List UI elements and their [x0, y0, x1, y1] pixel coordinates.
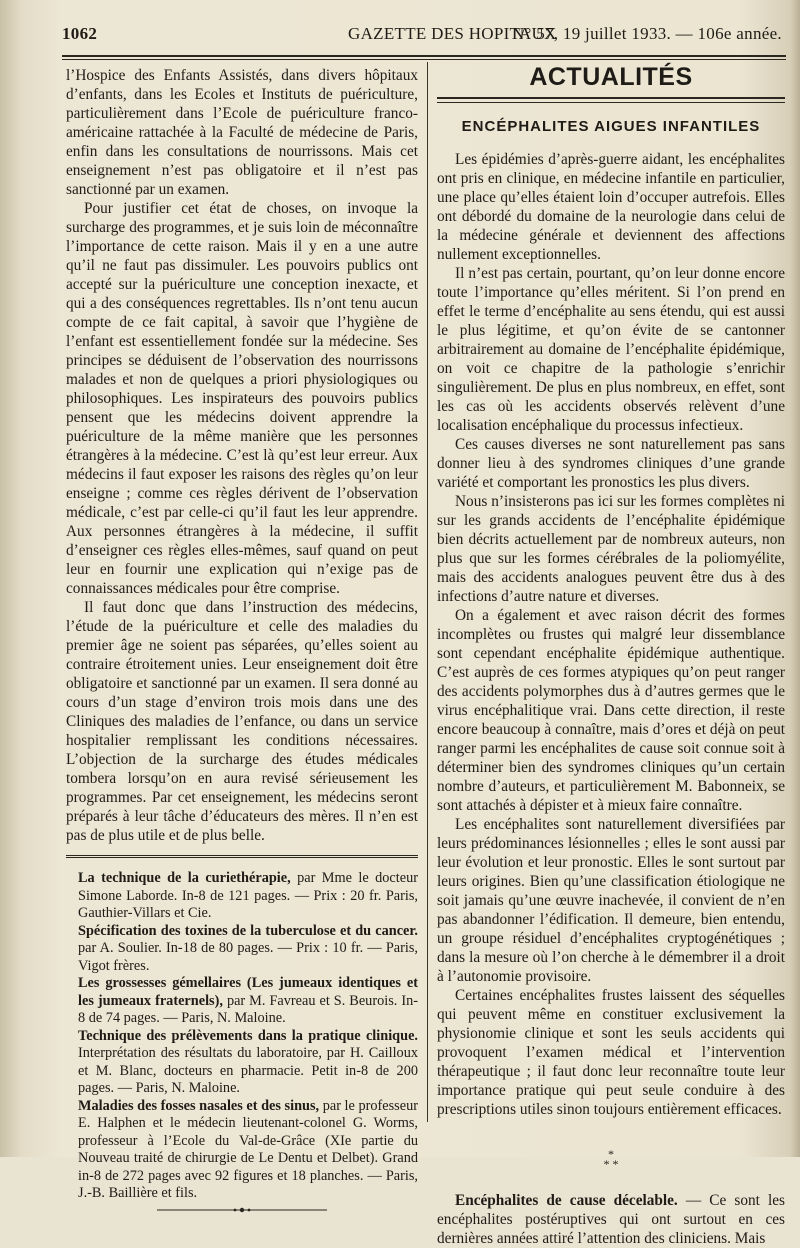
book-details: par Mme le docteur Simone Laborde. In-8 de 121 pages. — Prix : 20 fr. Paris, Gauthier-Villars et Cie. [78, 870, 418, 921]
subsection-paragraph [437, 1191, 785, 1248]
book-title: La technique de la curiethérapie, [78, 870, 291, 886]
header-rule [62, 55, 786, 57]
right-column [437, 62, 785, 1248]
book-title: Spécification des toxines de la tuberculose et du cancer. [78, 922, 418, 939]
book-title: Technique des prélèvements dans la pratique clinique. [78, 1027, 418, 1044]
book-details: Interprétation des résultats du laboratoire, par H. Cailloux et M. Blanc, docteurs en pharmacie. Petit in-8 de 200 pages. — Paris, N. Maloine. [78, 1045, 418, 1096]
asterism [437, 1149, 785, 1169]
end-ornament [66, 1201, 418, 1220]
rubric-heading: ACTUALITÉS [529, 63, 693, 91]
article-title: ENCÉPHALITES AIGUES INFANTILES [461, 118, 761, 135]
paragraph: On a également et avec raison décrit des formes incomplètes ou frustes qui malgré leur dissemblance sont cependant encéphalite épidémique authentique. C’est auprès de ces formes atypiques qu’on peut ranger des accidents polymorphes dus à d’autres germes que le virus encéphalitique vrai. Dans cette direction, il reste encore beaucoup à connaître, mais d’ores et déjà on peut ranger parmi les encéphalites de cause soit connue soit à déterminer bien des syndromes cliniques qu’un certain nombre d’auteurs, et particulièrement M. Babonneix, se sont attachés à dépister et à mieux faire connaître. [437, 607, 785, 814]
subsection-heading: Encéphalites de cause décelable. [455, 1192, 678, 1209]
header-rule-thin [62, 59, 786, 60]
journal-title: GAZETTE DES HOPITAUX [348, 24, 557, 43]
book-entry [66, 975, 418, 1028]
book-details: par le professeur E. Halphen et le médecin lieutenant-colonel G. Worms, professeur à l’Ecole du Val-de-Grâce (XIe partie du Nouveau traité de chirurgie de Le Dentu et Delbet). Grand in-8 de 272 pages avec 92 figures et 18 planches. — Paris, J.-B. Baillière et fils. [78, 1097, 419, 1201]
paragraph: Les épidémies d’après-guerre aidant, les encéphalites ont pris en clinique, en médecine infantile en particulier, une place qu’elles étaient loin d’occuper autrefois. Elles ont débordé du domaine de la neurologie dans celui de la médecine générale et deviennent des affections nullement exceptionnelles. [437, 151, 785, 263]
rubric-rule [437, 97, 785, 99]
column-divider [427, 62, 428, 1122]
book-entry [66, 1098, 418, 1203]
page-header [62, 24, 782, 48]
asterism-bottom: * * [603, 1157, 619, 1171]
paragraph: Nous n’insisterons pas ici sur les formes complètes ni sur les grands accidents de l’encéphalite épidémique bien décrits actuellement par de nombreux auteurs, non plus que sur les formes cérébrales de la poliomyélite, mais des accidents analogues peuvent être dus à des infections d’autre nature et diverses. [437, 493, 785, 605]
subsection-text: — Ce sont les encéphalites postéruptives qui ont surtout en ces dernières années attiré l’attention des cliniciens. Mais [437, 1192, 785, 1247]
paragraph: Ces causes diverses ne sont naturellement pas sans donner lieu à des syndromes cliniques d’une grande variété et comportant les pronostics les plus divers. [437, 436, 785, 491]
left-column [66, 66, 418, 1220]
paragraph: Il faut donc que dans l’instruction des médecins, l’étude de la puériculture et celle des maladies du premier âge ne soient pas séparées, qu’elles soient au contraire étroitement unies. Leur enseignement doit être obligatoire et sanctionné par un examen. Il sera donné au cours d’un stage d’environ trois mois dans une des Cliniques des maladies de l’enfance, ou dans un service hospitalier remplissant les conditions nécessaires. L’objection de la surcharge des études médicales tombera lorsqu’on en aura revisé sérieusement les programmes. Par cet enseignement, les médecins seront préparés à leur tâche d’éducateurs des mères. Il n’en est pas de plus utile et de plus belle. [66, 599, 418, 844]
asterism-top: * [608, 1147, 614, 1161]
paragraph: Certaines encéphalites frustes laissent des séquelles qui peuvent même en constituer exclusivement la physionomie clinique et sont les seuls accidents qui provoquent l’examen médical et l’intervention thérapeutique ; il faut donc leur reconnaître toute leur importance pratique qui peut seule conduire à des prescriptions utiles sinon toujours entièrement efficaces. [437, 987, 785, 1118]
book-details: par M. Favreau et S. Beurois. In-8 de 74 pages. — Paris, N. Maloine. [78, 992, 419, 1026]
page-number: 1062 [62, 24, 98, 43]
book-list [66, 870, 418, 1203]
paragraph: Il n’est pas certain, pourtant, qu’on leur donne encore toute l’importance qu’elles méritent. Si l’on prend en effet le terme d’encéphalite au sens étendu, qui est aussi le plus légitime, et qu’on évite de se cantonner arbitrairement au domaine de l’encéphalite épidémique, on voit ce chapitre de la pathologie s’enrichir singulièrement. De plus en plus nombreux, en effet, sont les cas où les accidents observés relèvent d’une localisation encéphalique du processus infectieux. [437, 265, 785, 434]
book-details: par A. Soulier. In-18 de 80 pages. — Prix : 10 fr. — Paris, Vigot frères. [78, 940, 418, 974]
book-title: Maladies des fosses nasales et des sinus, [78, 1097, 320, 1114]
ornament-rule-icon [157, 1206, 327, 1214]
paragraph: Les encéphalites sont naturellement diversifiées par leurs prédominances lésionnelles ; elles le sont aussi par leur évolution et leur pronostic. Elles le sont surtout par leurs origines. Bien qu’une classification étiologique ne soit jamais qu’une œuvre inachevée, il convient de n’en pas abandonner l’édification. Il demeure, bien entendu, un groupe résiduel d’encéphalites cryptogénétiques ; dans la mesure où l’on cherche à le démembrer il a droit à l’autonomie provisoire. [437, 816, 785, 985]
section-double-rule [66, 855, 418, 858]
book-entry [66, 1028, 418, 1098]
book-entry [66, 923, 418, 976]
paragraph: l’Hospice des Enfants Assistés, dans divers hôpitaux d’enfants, dans les Ecoles et Instituts de puériculture, particulièrement dans l’Ecole de puériculture franco-américaine rattachée à la Faculté de médecine de Paris, enfin dans les consultations de nourrissons. Mais cet enseignement n’est pas obligatoire et il n’est pas sanctionné par un examen. [66, 67, 418, 198]
book-title: Les grossesses gémellaires (Les jumeaux identiques et les jumeaux fraternels), [78, 975, 418, 1009]
rubric-rule-thin [437, 102, 785, 103]
book-entry [66, 870, 418, 923]
paragraph: Pour justifier cet état de choses, on invoque la surcharge des programmes, et je suis loin de méconnaître l’importance de cette raison. Mais il y en a une autre qu’il ne faut pas dissimuler. Les pouvoirs publics ont accepté sur la puériculture une conception inexacte, et qui a des conséquences regrettables. Ils n’ont tenu aucun compte de ce fait capital, à savoir que l’hygiène de l’enfant est essentiellement fondée sur la médecine. Ses principes se déduisent de l’observation des nourrissons malades et non de quelques a priori physiologiques ou philosophiques. Les inspirateurs des pouvoirs publics pensent que les médecins doivent apprendre la puériculture de la même manière que les personnes étrangères à la médecine. C’est là qu’est leur erreur. Aux médecins il faut exposer les raisons des règles qu’on leur enseigne ; comme ces règles dérivent de l’observation médicale, c’est par celle-ci qu’il faut les leur apprendre. Aux personnes étrangères à la médecine, il suffit d’enseigner ces règles elles-mêmes, sauf quand on peut leur en fournir une explication qui n’exige pas de connaissances médicales pour être comprise. [66, 200, 418, 597]
issue-info: N° 57, 19 juillet 1933. — 106e année. [511, 24, 782, 43]
